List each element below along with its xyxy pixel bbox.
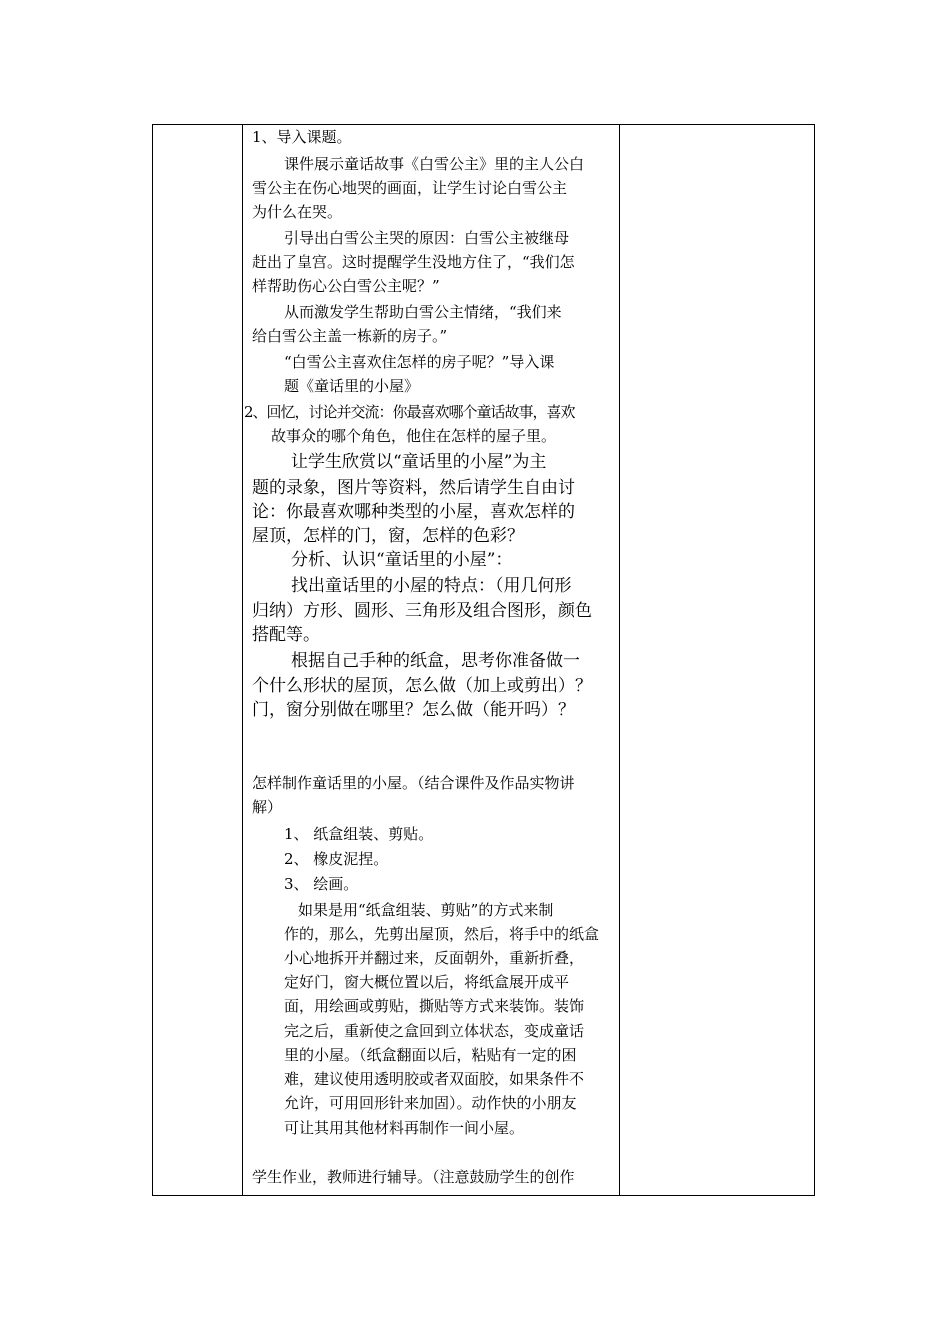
text-line: 搭配等。 [252,625,320,645]
text-line: 分析、认识“童话里的小屋”： [291,550,513,570]
text-line: 里的小屋。（纸盒翻面以后，粘贴有一定的困 [284,1046,577,1064]
text-line: 2、回忆，讨论并交流：你最喜欢哪个童话故事，喜欢 [244,403,575,421]
text-line: 课件展示童话故事《白雪公主》里的主人公白 [284,155,585,173]
column-divider-right [619,125,620,1195]
text-line: 个什么形状的屋顶，怎么做（加上或剪出）？ [252,676,592,696]
text-line: 学生作业，教师进行辅导。（注意鼓励学生的创作 [252,1168,575,1186]
text-line: 引导出白雪公主哭的原因：白雪公主被继母 [284,229,570,247]
list-item: 1、 纸盒组装、剪贴。 [284,825,434,843]
text-line: 雪公主在伤心地哭的画面，让学生讨论白雪公主 [252,179,568,197]
text-line: 可让其用其他材料再制作一间小屋。 [284,1119,525,1137]
text-line: 让学生欣赏以“童话里的小屋”为主 [291,452,547,472]
text-line: 1、导入课题。 [252,128,352,146]
text-line: 解） [252,798,283,816]
text-line: 门，窗分别做在哪里？怎么做（能开吗）？ [252,700,575,720]
list-item: 2、 橡皮泥捏。 [284,850,389,868]
text-line: 允许，可用回形针来加固）。动作快的小朋友 [284,1094,577,1112]
text-line: 赶出了皇宫。这时提醒学生没地方住了，“我们怎 [252,253,575,271]
text-line: 题《童话里的小屋》 [284,377,420,395]
text-line: 如果是用“纸盒组装、剪贴”的方式来制 [298,901,554,919]
text-line: 小心地拆开并翻过来，反面朝外，重新折叠， [284,949,585,967]
text-line: 完之后，重新使之盒回到立体状态，变成童话 [284,1022,585,1040]
text-line: 难，建议使用透明胶或者双面胶，如果条件不 [284,1070,585,1088]
text-line: 找出童话里的小屋的特点：（用几何形 [291,576,572,596]
text-line: 题的录象，图片等资料，然后请学生自由讨 [252,478,575,498]
text-line: 根据自己手种的纸盒，思考你准备做一 [291,651,580,671]
text-line: 从而激发学生帮助白雪公主情绪，“我们来 [284,303,562,321]
text-line: 归纳）方形、圆形、三角形及组合图形，颜色 [252,601,592,621]
list-item: 3、 绘画。 [284,875,359,893]
text-line: “白雪公主喜欢住怎样的房子呢？”导入课 [284,353,555,371]
column-divider-left [242,125,243,1195]
text-line: 样帮助伤心公白雪公主呢？” [252,277,440,295]
text-line: 屋顶，怎样的门，窗，怎样的色彩？ [252,526,524,546]
text-line: 面，用绘画或剪贴，撕贴等方式来装饰。装饰 [284,997,585,1015]
text-line: 为什么在哭。 [252,203,343,221]
text-line: 定好门，窗大概位置以后，将纸盒展开成平 [284,973,570,991]
text-line: 怎样制作童话里的小屋。（结合课件及作品实物讲 [252,774,575,792]
text-line: 给白雪公主盖一栋新的房子。” [252,327,448,345]
text-line: 作的，那么，先剪出屋顶，然后，将手中的纸盒 [284,925,600,943]
text-line: 论：你最喜欢哪种类型的小屋，喜欢怎样的 [252,502,575,522]
text-line: 故事众的哪个角色，他住在怎样的屋子里。 [271,427,557,445]
